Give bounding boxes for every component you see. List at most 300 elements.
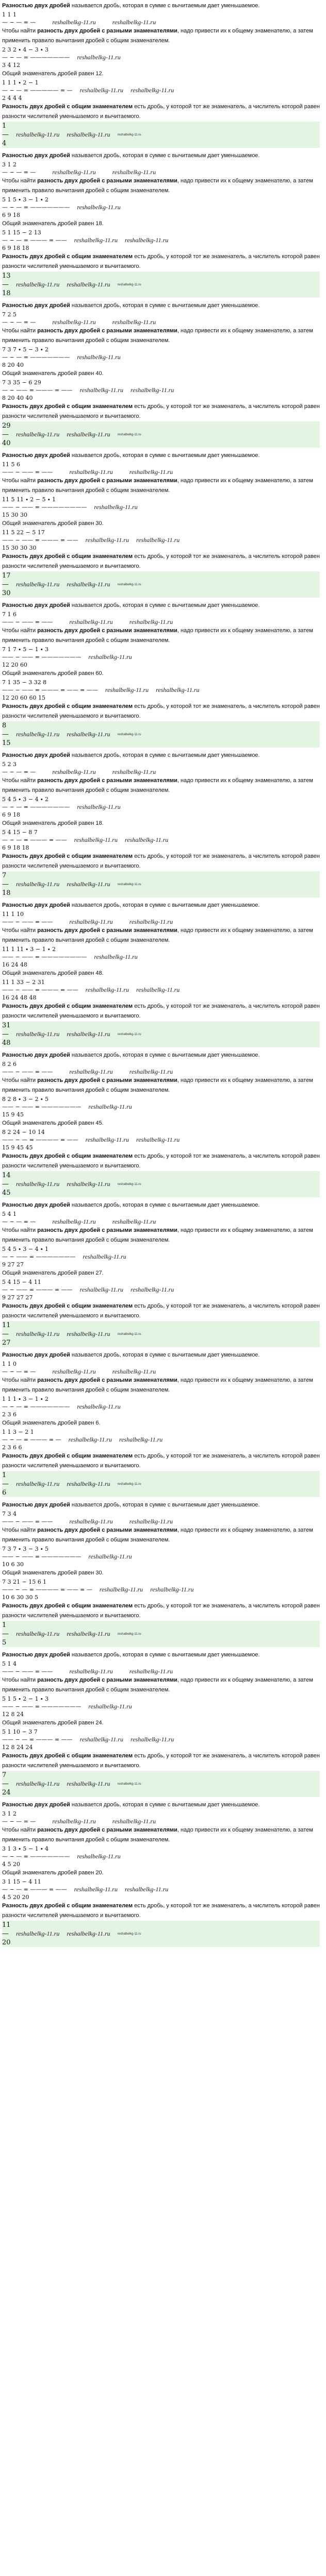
solution-block — [2, 1050, 320, 1197]
rule-post: , надо привести их к общему знаменателю, а затем применить правило вычитания дробей с общим знаменателем. — [2, 927, 313, 943]
rule-pre: Чтобы найти — [2, 178, 38, 184]
rule2-term: Разность двух дробей с общим знаменателем — [2, 1903, 133, 1909]
rule2-term: Разность двух дробей с общим знаменателем — [2, 1603, 133, 1609]
watermark: reshalbelkg-11.ru — [67, 581, 110, 588]
watermark: reshalbelkg-11.ru — [77, 1403, 121, 1410]
steps-numerators: 1 1 1 ∙ 2 − 1 — [2, 79, 39, 86]
rule-term: разность двух дробей с разными знаменателями — [37, 328, 177, 334]
example-numerators: 11 5 6 — [2, 461, 20, 468]
rule-post: , надо привести их к общему знаменателю, а затем применить правило вычитания дробей с общим знаменателем. — [2, 1227, 313, 1243]
definition-body: называется дробь, которая в сумме с вычитаемым дает уменьшаемое. — [70, 1502, 260, 1508]
watermark: reshalbelkg-11.ru — [129, 618, 173, 625]
answer-denominator: 24 — [2, 1789, 11, 1797]
expression-numerators: 1 1 1 ∙ 3 − 1 ∙ 2 — [2, 1396, 48, 1402]
rule2-text — [2, 552, 320, 571]
rule2-text — [2, 1002, 320, 1021]
answer-bar: — — [2, 431, 9, 438]
expression-fraction-line: —— − —— = ———————— — [2, 954, 87, 960]
rule2-body: есть дробь, у которой тот же знаменатель, а числитель которой равен разности числителей уменьшаемого и вычитаемого. — [2, 1903, 320, 1919]
rule2-body: есть дробь, у которой тот же знаменатель, а числитель которой равен разности числителей уменьшаемого и вычитаемого. — [2, 1003, 320, 1019]
definition-text — [2, 1800, 320, 1810]
watermark: reshalbelkg-11.ru — [83, 1253, 126, 1260]
answer-numerator: 7 — [2, 1771, 7, 1779]
watermark: reshalbelkg-11.ru — [129, 468, 173, 476]
example-numerators: 7 1 6 — [2, 611, 17, 618]
watermark-small: reshalbelkg-11.ru — [117, 283, 141, 286]
definition-term: Разностью двух дробей — [2, 3, 70, 9]
answer-numerator: 7 — [2, 872, 7, 879]
definition-term: Разностью двух дробей — [2, 1802, 70, 1808]
example-fraction-line: —— − —— = —— — [2, 619, 53, 625]
rule-pre: Чтобы найти — [2, 328, 38, 334]
answer-numerator: 17 — [2, 572, 11, 580]
rule-term: разность двух дробей с разными знаменателями — [37, 1227, 177, 1233]
expression-fraction-line: —— − —— = ——————— — [2, 1553, 82, 1560]
watermark: reshalbelkg-11.ru — [67, 1780, 110, 1787]
definition-text — [2, 151, 320, 161]
rule2-text — [2, 702, 320, 721]
common-denominator-text: Общий знаменатель дробей равен 30. — [2, 520, 104, 527]
steps-denominators: 16 24 48 48 — [2, 994, 37, 1001]
rule-pre: Чтобы найти — [2, 1077, 38, 1083]
watermark-small: reshalbelkg-11.ru — [117, 883, 141, 886]
definition-body: называется дробь, которая в сумме с вычитаемым дает уменьшаемое. — [70, 1052, 260, 1058]
definition-term: Разностью двух дробей — [2, 452, 70, 459]
watermark: reshalbelkg-11.ru — [136, 536, 180, 544]
watermark: reshalbelkg-11.ru — [88, 1553, 132, 1560]
rule2-body: есть дробь, у которой тот же знаменатель, а числитель которой равен разности числителей уменьшаемого и вычитаемого. — [2, 1153, 320, 1169]
steps-denominators: 12 8 24 24 — [2, 1744, 33, 1751]
expression-denominators: 15 30 30 — [2, 512, 27, 518]
watermark: reshalbelkg-11.ru — [94, 503, 138, 511]
rule-term: разность двух дробей с разными знаменателями — [37, 1077, 177, 1083]
watermark: reshalbelkg-11.ru — [52, 1818, 96, 1825]
rule2-text — [2, 852, 320, 871]
example-fraction-line: — − — = — — [2, 19, 36, 26]
watermark: reshalbelkg-11.ru — [112, 318, 156, 326]
example-fraction-line: —— − —— = —— — [2, 469, 53, 476]
answer-box — [2, 122, 320, 148]
expression-numerators: 2 3 2 ∙ 4 − 3 ∙ 3 — [2, 46, 48, 53]
rule-text — [2, 926, 320, 945]
watermark: reshalbelkg-11.ru — [129, 918, 173, 925]
watermark: reshalbelkg-11.ru — [16, 1930, 60, 1937]
answer-bar: — — [2, 1780, 9, 1788]
rule-pre: Чтобы найти — [2, 628, 38, 634]
steps-denominators: 9 27 27 27 — [2, 1294, 33, 1301]
expression-fraction-line: —— − —— = ——————— — [2, 1104, 82, 1110]
watermark: reshalbelkg-11.ru — [124, 236, 169, 244]
rule2-term: Разность двух дробей с общим знаменателем — [2, 703, 133, 709]
answer-denominator: 4 — [2, 140, 7, 147]
rule-term: разность двух дробей с разными знаменателями — [37, 1827, 177, 1833]
rule2-text — [2, 402, 320, 421]
answer-denominator: 18 — [2, 290, 11, 297]
definition-text — [2, 601, 320, 611]
watermark: reshalbelkg-11.ru — [68, 1436, 112, 1443]
steps-fraction-line: — − — = ——— = —— — [2, 1886, 67, 1893]
steps-denominators: 2 3 6 6 — [2, 1444, 22, 1451]
steps-numerators: 1 1 3 − 2 1 — [2, 1429, 34, 1435]
definition-term: Разностью двух дробей — [2, 752, 70, 758]
solution-block — [2, 1650, 320, 1797]
solution-block — [2, 1350, 320, 1497]
definition-text — [2, 301, 320, 311]
steps-denominators: 15 9 45 45 — [2, 1144, 33, 1151]
definition-term: Разностью двух дробей — [2, 1052, 70, 1058]
answer-box — [2, 571, 320, 598]
rule-term: разность двух дробей с разными знаменателями — [37, 28, 177, 34]
steps-numerators: 5 4 15 − 8 7 — [2, 829, 38, 836]
rule-term: разность двух дробей с разными знаменателями — [37, 1527, 177, 1533]
watermark: reshalbelkg-11.ru — [67, 1330, 110, 1337]
expression-numerators: 5 1 5 ∙ 2 − 1 ∙ 3 — [2, 1696, 48, 1702]
solution-block — [2, 601, 320, 748]
watermark: reshalbelkg-11.ru — [88, 1103, 132, 1110]
answer-numerator: 11 — [2, 1321, 11, 1329]
steps-fraction-line: — − — = ——— = —— — [2, 837, 67, 843]
expression-numerators: 11 1 11 ∙ 3 − 1 ∙ 2 — [2, 946, 56, 953]
expression-fraction-line: — − — = ——————— — [2, 1403, 70, 1410]
example-numerators: 1 1 0 — [2, 1361, 17, 1367]
watermark: reshalbelkg-11.ru — [67, 1180, 110, 1188]
watermark: reshalbelkg-11.ru — [67, 131, 110, 138]
definition-term: Разностью двух дробей — [2, 1502, 70, 1508]
watermark: reshalbelkg-11.ru — [69, 618, 113, 625]
watermark-small: reshalbelkg-11.ru — [117, 583, 141, 586]
steps-numerators: 7 3 35 − 6 29 — [2, 379, 41, 386]
steps-fraction-line: — − —— = ——— = —— — [2, 1286, 73, 1293]
definition-term: Разностью двух дробей — [2, 902, 70, 908]
rule2-text — [2, 1601, 320, 1621]
example-numerators: 3 1 2 — [2, 161, 17, 168]
solution-block — [2, 901, 320, 1047]
example-fraction-line: — − — = — — [2, 1218, 36, 1225]
rule2-text — [2, 1301, 320, 1321]
expression-numerators: 7 1 7 ∙ 5 − 1 ∙ 3 — [2, 646, 48, 653]
rule-text — [2, 626, 320, 646]
watermark: reshalbelkg-11.ru — [112, 1368, 156, 1375]
watermark: reshalbelkg-11.ru — [130, 1286, 174, 1293]
rule2-term: Разность двух дробей с общим знаменателем — [2, 1303, 133, 1309]
solution-block — [2, 451, 320, 598]
watermark: reshalbelkg-11.ru — [77, 1853, 121, 1860]
answer-box — [2, 1621, 320, 1647]
expression-numerators: 8 2 8 ∙ 3 − 2 ∙ 5 — [2, 1096, 48, 1103]
watermark: reshalbelkg-11.ru — [85, 986, 129, 993]
answer-numerator: 11 — [2, 1921, 11, 1929]
common-denominator-text: Общий знаменатель дробей равен 45. — [2, 1120, 104, 1126]
example-numerators: 7 2 5 — [2, 311, 17, 318]
watermark: reshalbelkg-11.ru — [74, 836, 118, 843]
watermark-small: reshalbelkg-11.ru — [117, 1632, 141, 1636]
definition-text — [2, 1650, 320, 1660]
example-fraction-line: — − — = — — [2, 319, 36, 326]
watermark: reshalbelkg-11.ru — [94, 953, 138, 960]
expression-numerators: 3 1 3 ∙ 5 − 1 ∙ 4 — [2, 1845, 48, 1852]
watermark: reshalbelkg-11.ru — [16, 880, 60, 888]
common-denominator-text: Общий знаменатель дробей равен 20. — [2, 1870, 104, 1876]
answer-box — [2, 1471, 320, 1497]
answer-bar: — — [2, 1330, 9, 1338]
expression-denominators: 6 9 18 — [2, 212, 20, 218]
answer-denominator: 6 — [2, 1489, 7, 1497]
watermark: reshalbelkg-11.ru — [130, 386, 174, 394]
watermark: reshalbelkg-11.ru — [124, 1886, 169, 1893]
example-numerators: 5 1 4 — [2, 1660, 17, 1667]
solution-block — [2, 751, 320, 897]
expression-fraction-line: —— − —— = ——————— — [2, 1703, 82, 1710]
rule-term: разность двух дробей с разными знаменателями — [37, 927, 177, 934]
common-denominator-text: Общий знаменатель дробей равен 18. — [2, 820, 104, 826]
example-fraction-line: — − — = — — [2, 1368, 36, 1375]
watermark: reshalbelkg-11.ru — [85, 536, 129, 544]
answer-denominator: 5 — [2, 1639, 7, 1647]
answer-box — [2, 871, 320, 897]
steps-fraction-line: —— − — = ———— = —— = — — [2, 1586, 92, 1593]
answer-bar: — — [2, 581, 9, 588]
watermark: reshalbelkg-11.ru — [52, 1218, 96, 1225]
rule-text — [2, 326, 320, 346]
steps-fraction-line: — − — = ——— = —— — [2, 237, 67, 244]
answer-bar: — — [2, 1930, 9, 1938]
steps-numerators: 5 4 15 − 4 11 — [2, 1279, 41, 1285]
steps-numerators: 7 3 21 − 15 6 1 — [2, 1579, 47, 1585]
answer-denominator: 30 — [2, 589, 11, 597]
steps-numerators: 5 1 15 − 2 13 — [2, 229, 41, 236]
rule2-term: Разность двух дробей с общим знаменателем — [2, 853, 133, 859]
expression-numerators: 11 5 11 ∙ 2 − 5 ∙ 1 — [2, 496, 56, 503]
rule2-text — [2, 1451, 320, 1471]
watermark: reshalbelkg-11.ru — [156, 686, 200, 693]
rule-term: разность двух дробей с разными знаменателями — [37, 628, 177, 634]
watermark: reshalbelkg-11.ru — [16, 731, 60, 738]
definition-body: называется дробь, которая в сумме с вычитаемым дает уменьшаемое. — [70, 902, 260, 908]
expression-numerators: 5 4 5 ∙ 3 − 4 ∙ 2 — [2, 796, 48, 803]
expression-denominators: 15 9 45 — [2, 1111, 24, 1118]
answer-numerator: 13 — [2, 272, 11, 280]
rule2-body: есть дробь, у которой тот же знаменатель, а числитель которой равен разности числителей уменьшаемого и вычитаемого. — [2, 403, 320, 419]
watermark: reshalbelkg-11.ru — [150, 1586, 194, 1593]
watermark: reshalbelkg-11.ru — [112, 768, 156, 775]
steps-denominators: 10 6 30 30 5 — [2, 1594, 38, 1601]
watermark: reshalbelkg-11.ru — [16, 581, 60, 588]
expression-denominators: 12 8 24 — [2, 1711, 24, 1718]
answer-bar: — — [2, 1030, 9, 1038]
solution-block — [2, 1500, 320, 1647]
definition-body: называется дробь, которая в сумме с вычитаемым дает уменьшаемое. — [70, 1652, 260, 1658]
rule-pre: Чтобы найти — [2, 1377, 38, 1383]
rule-text — [2, 1376, 320, 1395]
rule2-term: Разность двух дробей с общим знаменателем — [2, 1453, 133, 1459]
definition-term: Разностью двух дробей — [2, 302, 70, 309]
watermark: reshalbelkg-11.ru — [16, 1180, 60, 1188]
steps-fraction-line: — − — = ————— = — — [2, 87, 73, 94]
watermark: reshalbelkg-11.ru — [88, 1703, 132, 1710]
watermark: reshalbelkg-11.ru — [52, 768, 96, 775]
rule2-body: есть дробь, у которой тот же знаменатель, а числитель которой равен разности числителей уменьшаемого и вычитаемого. — [2, 553, 320, 569]
watermark: reshalbelkg-11.ru — [16, 1030, 60, 1038]
watermark: reshalbelkg-11.ru — [129, 1518, 173, 1525]
watermark-small: reshalbelkg-11.ru — [117, 1332, 141, 1336]
watermark: reshalbelkg-11.ru — [124, 836, 169, 843]
watermark-small: reshalbelkg-11.ru — [117, 733, 141, 736]
definition-term: Разностью двух дробей — [2, 1202, 70, 1208]
rule-text — [2, 1675, 320, 1695]
rule-term: разность двух дробей с разными знаменателями — [37, 478, 177, 484]
watermark: reshalbelkg-11.ru — [52, 19, 96, 26]
watermark: reshalbelkg-11.ru — [69, 1668, 113, 1675]
rule-post: , надо привести их к общему знаменателю, а затем применить правило вычитания дробей с общим знаменателем. — [2, 777, 313, 793]
answer-bar: — — [2, 281, 9, 289]
definition-text — [2, 1050, 320, 1060]
rule-post: , надо привести их к общему знаменателю, а затем применить правило вычитания дробей с общим знаменателем. — [2, 1677, 313, 1693]
watermark: reshalbelkg-11.ru — [136, 1136, 180, 1143]
expression-denominators: 4 5 20 — [2, 1861, 20, 1868]
example-fraction-line: —— − —— = —— — [2, 1069, 53, 1075]
rule2-term: Разность двух дробей с общим знаменателем — [2, 553, 133, 560]
rule-pre: Чтобы найти — [2, 28, 38, 34]
answer-denominator: 18 — [2, 889, 11, 897]
rule2-body: есть дробь, у которой тот же знаменатель, а числитель которой равен разности числителей уменьшаемого и вычитаемого. — [2, 1753, 320, 1769]
rule-text — [2, 1226, 320, 1245]
watermark: reshalbelkg-11.ru — [77, 353, 121, 361]
watermark: reshalbelkg-11.ru — [105, 686, 149, 693]
answer-box — [2, 421, 320, 448]
rule2-body: есть дробь, у которой тот же знаменатель, а числитель которой равен разности числителей уменьшаемого и вычитаемого. — [2, 1603, 320, 1619]
answer-bar: — — [2, 131, 9, 139]
definition-term: Разностью двух дробей — [2, 602, 70, 608]
rule2-term: Разность двух дробей с общим знаменателем — [2, 1003, 133, 1009]
steps-denominators: 4 5 20 20 — [2, 1894, 29, 1901]
answer-numerator: 1 — [2, 122, 7, 130]
rule-term: разность двух дробей с разными знаменателями — [37, 777, 177, 784]
definition-term: Разностью двух дробей — [2, 1652, 70, 1658]
answer-denominator: 45 — [2, 1189, 11, 1197]
common-denominator-text: Общий знаменатель дробей равен 12. — [2, 71, 104, 77]
expression-denominators: 2 3 6 — [2, 1411, 17, 1418]
watermark: reshalbelkg-11.ru — [77, 204, 121, 211]
definition-text — [2, 1500, 320, 1510]
watermark: reshalbelkg-11.ru — [99, 1586, 143, 1593]
definition-body: называется дробь, которая в сумме с вычитаемым дает уменьшаемое. — [70, 3, 260, 9]
watermark: reshalbelkg-11.ru — [16, 431, 60, 438]
expression-denominators: 3 4 12 — [2, 62, 20, 69]
definition-body: называется дробь, которая в сумме с вычитаемым дает уменьшаемое. — [70, 302, 260, 309]
watermark: reshalbelkg-11.ru — [69, 1518, 113, 1525]
watermark-small: reshalbelkg-11.ru — [117, 1032, 141, 1036]
watermark-small: reshalbelkg-11.ru — [117, 433, 141, 436]
rule2-text — [2, 1751, 320, 1771]
expression-denominators: 16 24 48 — [2, 961, 27, 968]
rule-pre: Чтобы найти — [2, 1677, 38, 1683]
steps-numerators: 3 1 15 − 4 11 — [2, 1878, 41, 1885]
watermark-small: reshalbelkg-11.ru — [117, 1782, 141, 1786]
watermark: reshalbelkg-11.ru — [67, 431, 110, 438]
expression-fraction-line: — − — = ——————— — [2, 804, 70, 810]
definition-body: называется дробь, которая в сумме с вычитаемым дает уменьшаемое. — [70, 1352, 260, 1358]
watermark: reshalbelkg-11.ru — [119, 1436, 163, 1443]
rule-text — [2, 26, 320, 46]
solution-block — [2, 1, 320, 148]
rule-text — [2, 1526, 320, 1545]
watermark: reshalbelkg-11.ru — [129, 1068, 173, 1075]
steps-denominators: 2 4 4 4 — [2, 95, 22, 101]
answer-denominator: 40 — [2, 439, 11, 447]
watermark: reshalbelkg-11.ru — [130, 1736, 174, 1743]
rule2-text — [2, 1901, 320, 1921]
answer-bar: — — [2, 880, 9, 888]
watermark: reshalbelkg-11.ru — [16, 1330, 60, 1337]
rule-pre: Чтобы найти — [2, 478, 38, 484]
rule-post: , надо привести их к общему знаменателю, а затем применить правило вычитания дробей с общим знаменателем. — [2, 1077, 313, 1093]
example-fraction-line: — − — = — — [2, 1818, 36, 1825]
common-denominator-text: Общий знаменатель дробей равен 60. — [2, 670, 104, 676]
answer-bar: — — [2, 731, 9, 738]
expression-fraction-line: — − — = ——————— — [2, 54, 70, 61]
definition-text — [2, 1, 320, 11]
answer-denominator: 20 — [2, 1939, 11, 1946]
steps-denominators: 12 20 60 60 15 — [2, 694, 45, 701]
answer-box — [2, 721, 320, 748]
rule-post: , надо привести их к общему знаменателю, а затем применить правило вычитания дробей с общим знаменателем. — [2, 628, 313, 643]
rule-post: , надо привести их к общему знаменателю, а затем применить правило вычитания дробей с общим знаменателем. — [2, 1377, 313, 1393]
answer-numerator: 8 — [2, 722, 7, 730]
common-denominator-text: Общий знаменатель дробей равен 30. — [2, 1570, 104, 1576]
common-denominator-text: Общий знаменатель дробей равен 24. — [2, 1720, 104, 1726]
watermark: reshalbelkg-11.ru — [69, 1068, 113, 1075]
rule-text — [2, 476, 320, 496]
answer-bar: — — [2, 1630, 9, 1638]
rule-post: , надо привести их к общему знаменателю, а затем применить правило вычитания дробей с общим знаменателем. — [2, 328, 313, 344]
steps-fraction-line: — − — = ——— = — — [2, 1436, 61, 1443]
expression-numerators: 7 3 7 ∙ 5 − 3 ∙ 2 — [2, 346, 48, 353]
answer-denominator: 15 — [2, 739, 11, 747]
expression-fraction-line: —— − —— = ——————— — [2, 654, 82, 660]
watermark: reshalbelkg-11.ru — [77, 54, 121, 61]
expression-denominators: 6 9 18 — [2, 811, 20, 818]
watermark: reshalbelkg-11.ru — [16, 1780, 60, 1787]
watermark: reshalbelkg-11.ru — [130, 87, 174, 94]
rule2-term: Разность двух дробей с общим знаменателем — [2, 403, 133, 410]
watermark: reshalbelkg-11.ru — [77, 803, 121, 810]
solution-block — [2, 1800, 320, 1947]
rule2-term: Разность двух дробей с общим знаменателем — [2, 1153, 133, 1159]
answer-denominator: 48 — [2, 1039, 11, 1047]
watermark: reshalbelkg-11.ru — [136, 986, 180, 993]
answer-numerator: 1 — [2, 1621, 7, 1629]
example-numerators: 7 3 4 — [2, 1511, 17, 1517]
rule-text — [2, 1076, 320, 1095]
watermark: reshalbelkg-11.ru — [85, 1136, 129, 1143]
rule-post: , надо привести их к общему знаменателю, а затем применить правило вычитания дробей с общим знаменателем. — [2, 478, 313, 494]
definition-text — [2, 451, 320, 461]
example-numerators: 5 4 1 — [2, 1211, 17, 1217]
answer-numerator: 1 — [2, 1471, 7, 1479]
watermark: reshalbelkg-11.ru — [112, 19, 156, 26]
steps-numerators: 7 1 35 − 3 32 8 — [2, 679, 47, 686]
steps-fraction-line: —— − — = ——— = —— — [2, 1736, 73, 1743]
rule-text — [2, 1825, 320, 1845]
rule-term: разность двух дробей с разными знаменателями — [37, 1377, 177, 1383]
definition-term: Разностью двух дробей — [2, 152, 70, 159]
definition-text — [2, 751, 320, 760]
definition-term: Разностью двух дробей — [2, 1352, 70, 1358]
rule-pre: Чтобы найти — [2, 1527, 38, 1533]
watermark: reshalbelkg-11.ru — [52, 168, 96, 176]
answer-box — [2, 1021, 320, 1047]
rule-post: , надо привести их к общему знаменателю, а затем применить правило вычитания дробей с общим знаменателем. — [2, 28, 313, 44]
